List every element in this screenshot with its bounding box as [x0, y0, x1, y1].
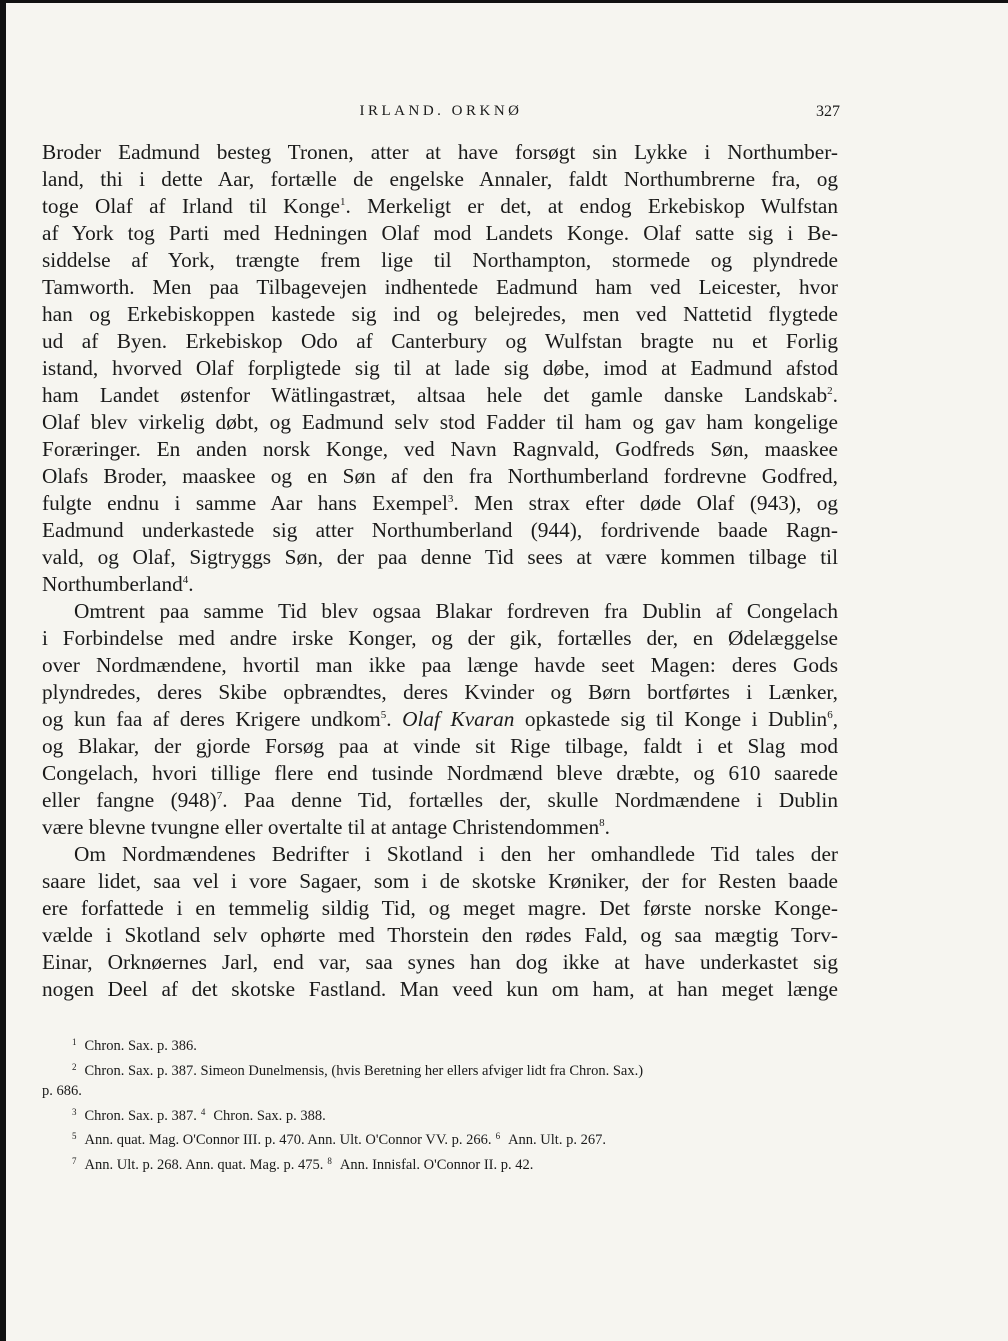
text-line: [42, 382, 838, 409]
text-segment: istand, hvorved Olaf forpligtede sig til at lade sig døbe, imod at Eadmund afstod: [42, 356, 838, 380]
footnote-ref: 3: [447, 493, 454, 505]
text-segment: .: [832, 383, 838, 407]
text-segment: Foræringer. En anden norsk Konge, ved Navn Ragnvald, Godfreds Søn, maaskee: [42, 437, 838, 461]
text-segment: . Men strax efter døde Olaf (943), og: [453, 491, 838, 515]
text-segment: han og Erkebiskoppen kastede sig ind og belejredes, men ved Nattetid flygtede: [42, 302, 838, 326]
text-segment: Om Nordmændenes Bedrifter i Skotland i den her omhandlede Tid tales der: [74, 842, 838, 866]
footnote: [42, 1102, 838, 1127]
text-segment: ham Landet østenfor Wätlingastræt, altsaa hele det gamle danske Landskab: [42, 383, 828, 407]
text-segment: Tamworth. Men paa Tilbagevejen indhentede Eadmund ham ved Leicester, hvor: [42, 275, 838, 299]
text-segment: plyndredes, deres Skibe opbrændtes, deres Kvinder og Børn bortførtes i Lænker,: [42, 680, 838, 704]
emphasis: Olaf Kvaran: [402, 707, 515, 731]
footnote-mark: 3: [72, 1106, 77, 1117]
footnote-ref: 2: [827, 385, 833, 397]
footnote-text: Chron. Sax. p. 387. Simeon Dunelmensis, (hvis Beretning her ellers afviger lidt fra Chron. Sax.): [84, 1062, 644, 1079]
text-segment: land, thi i dette Aar, fortælle de engelske Annaler, faldt Northumbrerne fra, og: [42, 167, 838, 191]
footnote: [42, 1032, 838, 1057]
text-line: [42, 571, 838, 598]
footnote-mark: 2: [72, 1061, 77, 1072]
text-line: [42, 220, 838, 247]
text-segment: og Blakar, der gjorde Forsøg paa at vinde sit Rige tilbage, faldt i et Slag mod: [42, 734, 838, 758]
text-line: [42, 895, 838, 922]
text-line: [42, 409, 838, 436]
text-line: [42, 193, 838, 220]
footnote-ref: 7: [216, 790, 223, 802]
text-line: [42, 598, 838, 625]
text-line: [42, 247, 838, 274]
text-line: [42, 733, 838, 760]
text-line: [42, 760, 838, 787]
footnote: [42, 1081, 838, 1102]
text-segment: og kun faa af deres Krigere undkom: [42, 707, 381, 731]
footnote-text: Ann. quat. Mag. O'Connor III. p. 470. Ann. Ult. O'Connor VV. p. 266.: [84, 1132, 492, 1149]
page-number: 327: [816, 103, 840, 120]
text-line: [42, 814, 838, 841]
text-segment: nogen Deel af det skotske Fastland. Man veed kun om ham, at han meget længe: [42, 977, 838, 1001]
text-line: [42, 625, 838, 652]
text-segment: af York tog Parti med Hedningen Olaf mod Landets Konge. Olaf satte sig i Be-: [42, 221, 838, 245]
footnote-text: p. 686.: [42, 1083, 82, 1100]
text-segment: ud af Byen. Erkebiskop Odo af Canterbury og Wulfstan bragte nu et Forlig: [42, 329, 838, 353]
footnote-ref: 4: [182, 574, 189, 586]
text-segment: vælde i Skotland selv ophørte med Thorstein den rødes Fald, og saa mægtig Torv-: [42, 923, 838, 947]
body-text: [42, 139, 838, 1003]
text-line: [42, 841, 838, 868]
footnote-ref: 1: [339, 196, 346, 208]
text-line: [42, 706, 838, 733]
text-segment: .: [188, 572, 194, 596]
text-segment: . Merkeligt er det, at endog Erkebiskop Wulfstan: [345, 194, 838, 218]
running-title: IRLAND. ORKNØ: [359, 103, 523, 119]
text-segment: eller fangne (948): [42, 788, 217, 812]
text-segment: Omtrent paa samme Tid blev ogsaa Blakar fordreven fra Dublin af Congelach: [74, 599, 838, 623]
text-line: [42, 517, 838, 544]
text-segment: siddelse af York, trængte frem lige til Northampton, stormede og plyndrede: [42, 248, 838, 272]
footnote-mark: 1: [72, 1037, 77, 1047]
text-segment: ere forfattede i en temmelig sildig Tid, og meget magre. Det første norske Konge-: [42, 896, 838, 920]
text-line: [42, 355, 838, 382]
text-line: [42, 139, 838, 166]
footnote-text: Chron. Sax. p. 386.: [84, 1038, 197, 1054]
text-line: [42, 436, 838, 463]
footnote: [42, 1126, 838, 1151]
text-line: [42, 274, 838, 301]
text-line: [42, 949, 838, 976]
text-segment: .: [604, 815, 610, 839]
footnote-mark: 8: [327, 1155, 332, 1166]
text-segment: Eadmund underkastede sig atter Northumberland (944), fordrivende baade Ragn-: [42, 518, 838, 542]
text-segment: .: [386, 707, 403, 731]
text-segment: toge Olaf af Irland til Konge: [42, 194, 340, 218]
text-segment: Congelach, hvori tillige flere end tusinde Nordmænd bleve dræbte, og 610 saarede: [42, 761, 838, 785]
footnote-ref: 5: [380, 709, 387, 721]
footnote-text: Ann. Innisfal. O'Connor II. p. 42.: [339, 1156, 534, 1173]
text-segment: Northumberland: [42, 572, 183, 596]
footnote-text: Ann. Ult. p. 268. Ann. quat. Mag. p. 475.: [84, 1156, 324, 1173]
text-segment: i Forbindelse med andre irske Konger, og der gik, fortælles der, en Ødelæggelse: [42, 626, 838, 650]
text-line: [42, 787, 838, 814]
text-line: [42, 679, 838, 706]
text-line: [42, 301, 838, 328]
text-segment: . Paa denne Tid, fortælles der, skulle Nordmændene i Dublin: [222, 788, 838, 812]
text-segment: Olaf blev virkelig døbt, og Eadmund selv stod Fadder til ham og gav ham kongelige: [42, 410, 838, 434]
page-header: [42, 103, 840, 127]
text-segment: saare lidet, saa vel i vore Sagaer, som i de skotske Krøniker, der for Resten baade: [42, 869, 838, 893]
text-segment: Einar, Orknøernes Jarl, end var, saa synes han dog ikke at have underkastet sig: [42, 950, 838, 974]
text-line: [42, 652, 838, 679]
text-segment: være blevne tvungne eller overtalte til at antage Christendommen: [42, 815, 600, 839]
footnote-text: Ann. Ult. p. 267.: [508, 1132, 606, 1149]
footnote-ref: 6: [827, 709, 833, 721]
footnote-mark: 5: [72, 1131, 77, 1142]
footnote-mark: 7: [72, 1155, 77, 1166]
footnote: [42, 1151, 838, 1176]
text-segment: vald, og Olaf, Sigtryggs Søn, der paa denne Tid sees at være kommen tilbage til: [42, 545, 838, 569]
text-segment: Broder Eadmund besteg Tronen, atter at have forsøgt sin Lykke i Northumber-: [42, 140, 838, 164]
footnote-text: Chron. Sax. p. 387.: [84, 1107, 197, 1124]
text-line: [42, 976, 838, 1003]
text-segment: fulgte endnu i samme Aar hans Exempel: [42, 491, 448, 515]
text-line: [42, 166, 838, 193]
text-line: [42, 544, 838, 571]
footnote-mark: 4: [200, 1106, 206, 1117]
footnotes: [42, 1032, 838, 1176]
text-segment: opkastede sig til Konge i Dublin: [514, 707, 828, 731]
text-segment: ,: [832, 707, 839, 731]
text-segment: over Nordmændene, hvortil man ikke paa længe havde seet Magen: deres Gods: [42, 653, 838, 677]
footnote: [42, 1057, 838, 1082]
text-line: [42, 490, 838, 517]
text-line: [42, 463, 838, 490]
text-line: [42, 868, 838, 895]
footnote-text: Chron. Sax. p. 388.: [213, 1107, 326, 1124]
footnote-ref: 8: [599, 817, 605, 829]
text-line: [42, 328, 838, 355]
text-line: [42, 922, 838, 949]
footnote-mark: 6: [495, 1131, 501, 1142]
text-segment: Olafs Broder, maaskee og en Søn af den fra Northumberland fordrevne Godfred,: [42, 464, 838, 488]
